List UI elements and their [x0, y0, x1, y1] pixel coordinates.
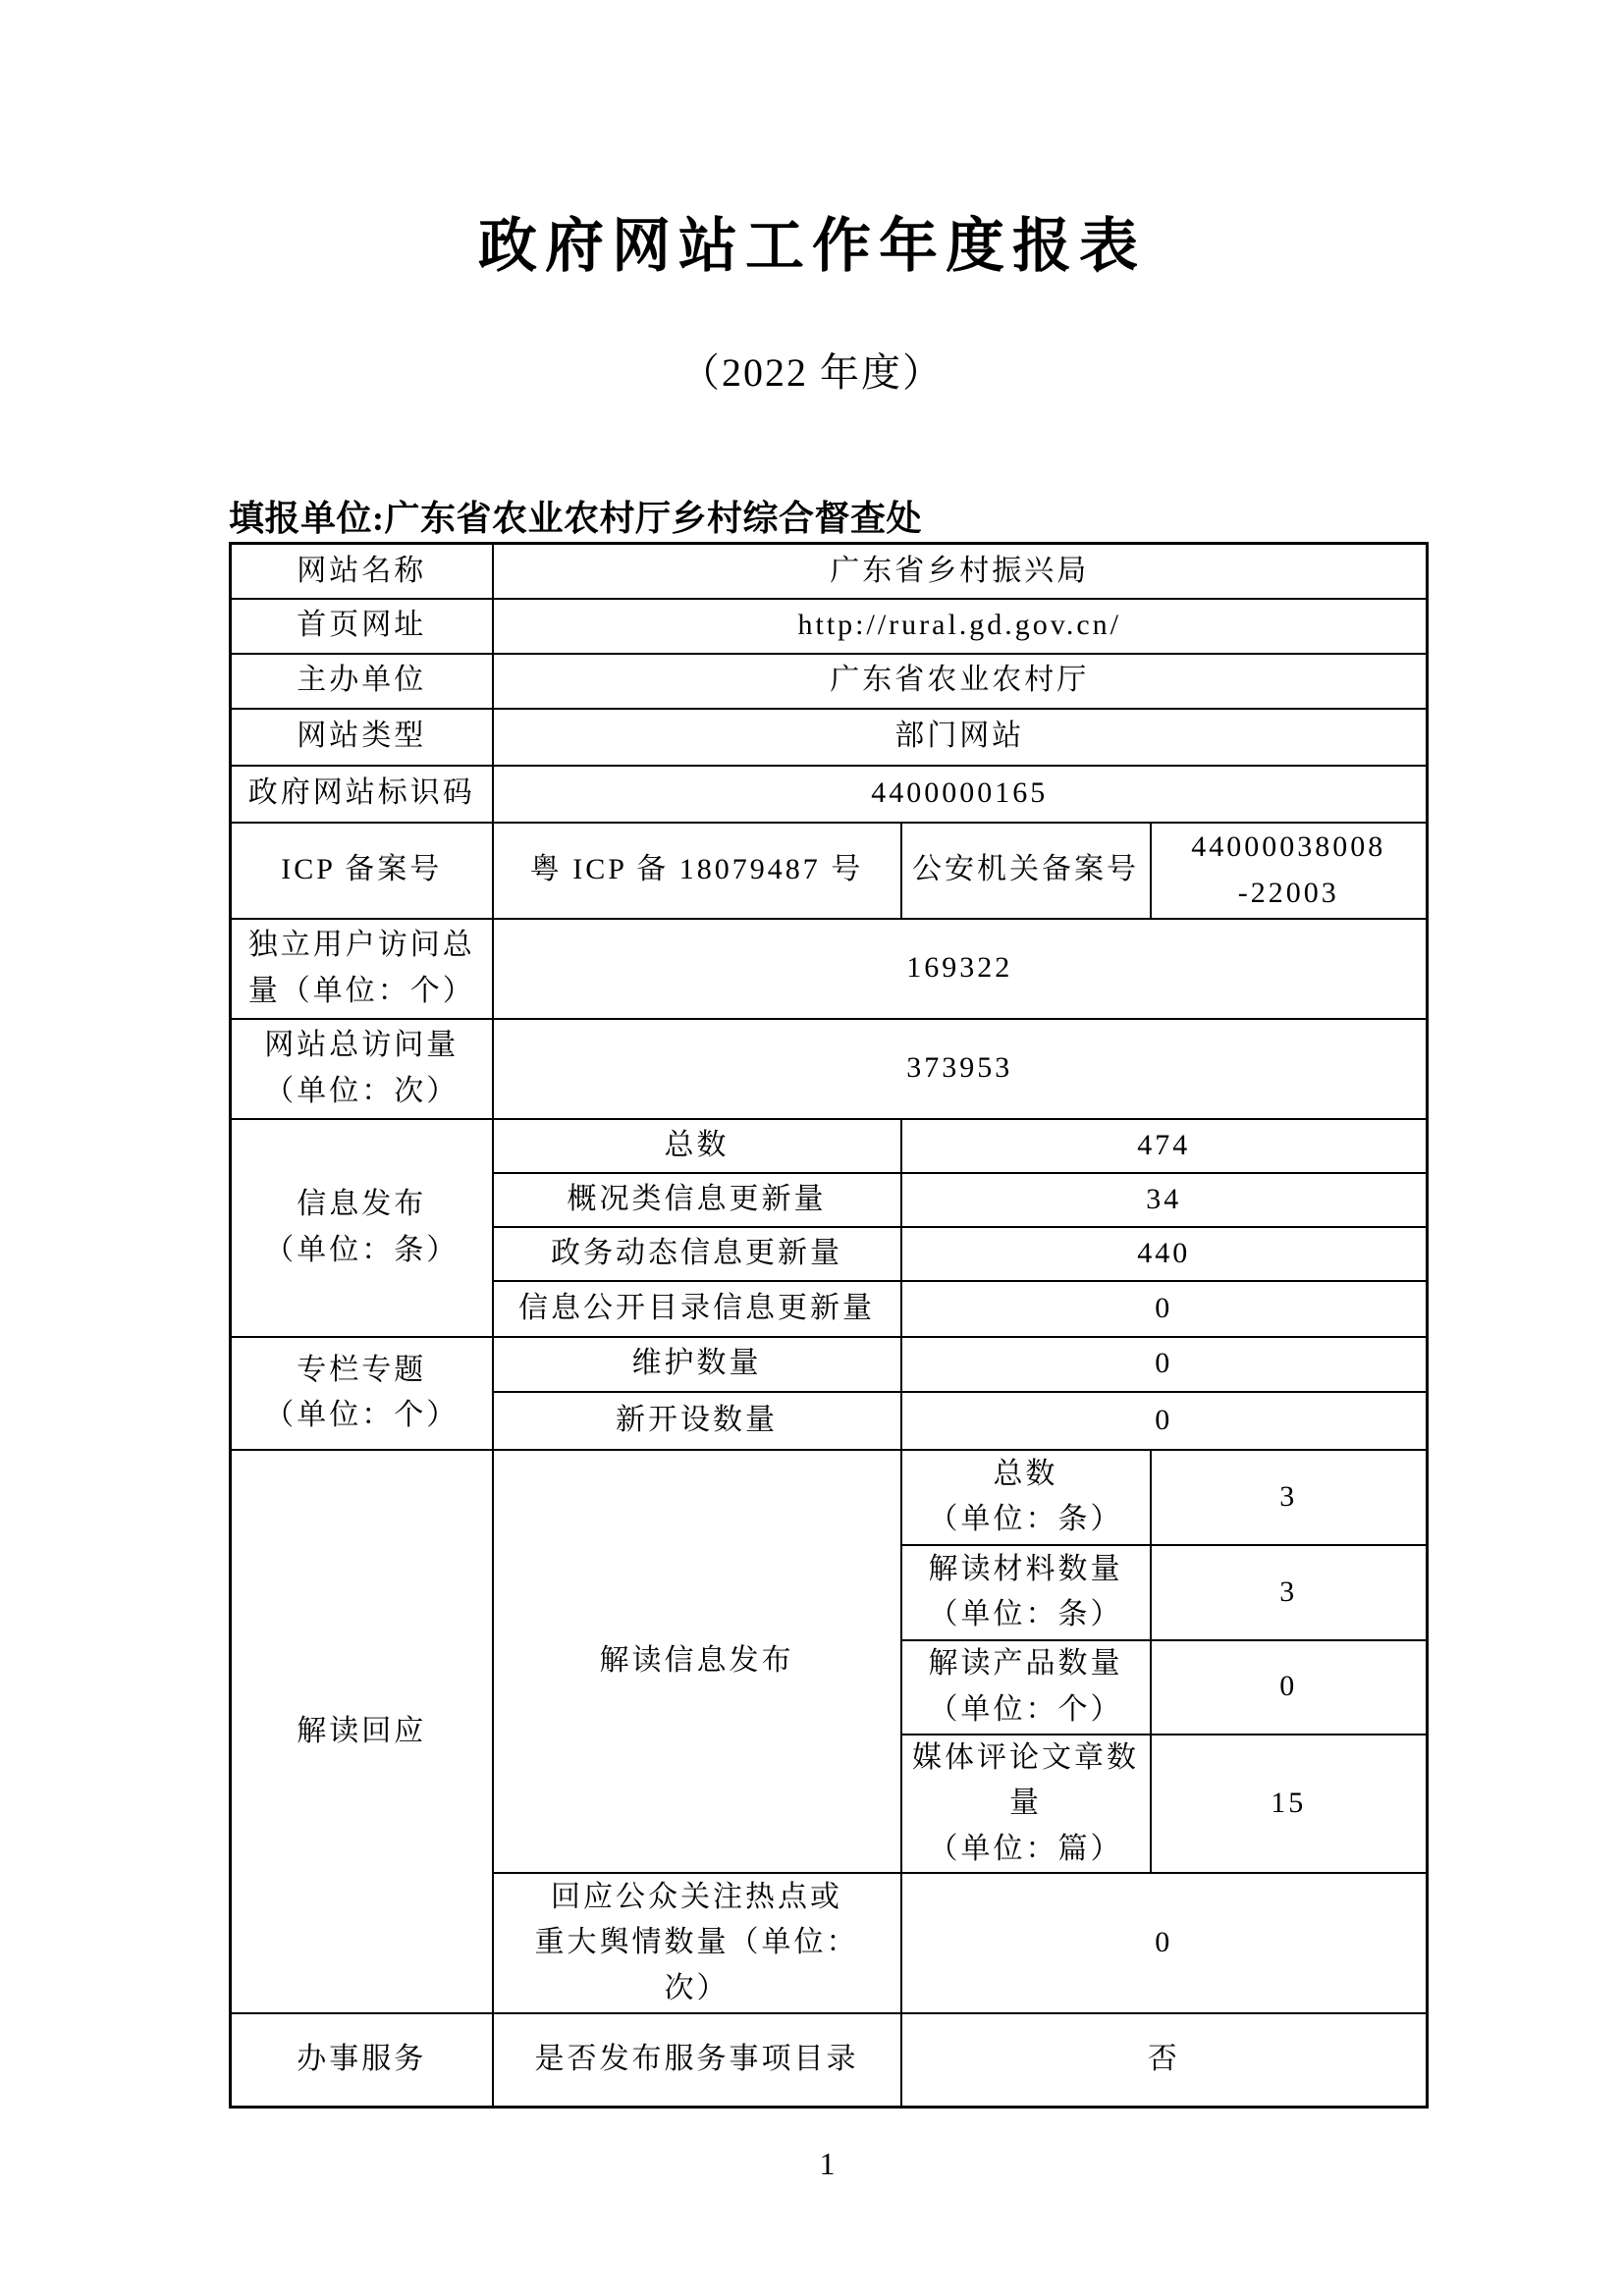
topics-new-label-cell: 新开设数量 [493, 1392, 901, 1450]
service-directory-value-cell: 否 [901, 2013, 1428, 2107]
icp-value-cell: 粤 ICP 备 18079487 号 [493, 823, 901, 919]
special-topics-section-cell [231, 1337, 493, 1450]
response-hotspot-label-line2: 重大舆情数量（单位： [534, 1926, 859, 1959]
organizer-label-cell: 主办单位 [231, 654, 493, 709]
topics-maintained-label-cell: 维护数量 [493, 1337, 901, 1392]
table-row [231, 919, 1428, 1019]
info-directory-value-cell: 0 [901, 1281, 1428, 1337]
reporting-unit-value: 广东省农业农村厅乡村综合督查处 [384, 499, 923, 538]
unique-visitors-label-line2: 量（单位：个） [247, 974, 475, 1007]
service-section-cell: 办事服务 [231, 2013, 493, 2107]
site-id-label-cell: 政府网站标识码 [231, 766, 493, 823]
info-dynamic-value-cell: 440 [901, 1227, 1428, 1281]
interp-product-value-cell: 0 [1151, 1640, 1428, 1735]
topics-maintained-value-cell: 0 [901, 1337, 1428, 1392]
interpretation-section-cell: 解读回应 [231, 1450, 493, 2014]
special-topics-section-line1: 专栏专题 [297, 1353, 427, 1386]
table-row [231, 1337, 1428, 1392]
police-record-label-cell: 公安机关备案号 [901, 823, 1151, 919]
interpretation-publish-cell: 解读信息发布 [493, 1450, 901, 1874]
info-directory-label-cell: 信息公开目录信息更新量 [493, 1281, 901, 1337]
response-hotspot-value-cell: 0 [901, 1873, 1428, 2013]
page-number: 1 [819, 2146, 836, 2181]
info-dynamic-label-cell: 政务动态信息更新量 [493, 1227, 901, 1281]
reporting-unit-line [229, 491, 922, 541]
table-row [231, 1119, 1428, 1173]
interp-material-label-line2: （单位：条） [928, 1598, 1123, 1630]
site-id-value-cell: 4400000165 [493, 766, 1428, 823]
site-type-value-cell: 部门网站 [493, 709, 1428, 766]
unique-visitors-value-cell: 169322 [493, 919, 1428, 1019]
table-row [231, 2013, 1428, 2107]
table-row [231, 709, 1428, 766]
homepage-url-value-cell: http://rural.gd.gov.cn/ [493, 599, 1428, 654]
table-row [231, 599, 1428, 654]
info-publish-section-cell [231, 1119, 493, 1337]
interp-media-label-cell [901, 1735, 1151, 1874]
interp-material-value-cell: 3 [1151, 1545, 1428, 1640]
interp-media-label-line2: （单位：篇） [928, 1832, 1123, 1865]
topics-new-value-cell: 0 [901, 1392, 1428, 1450]
table-row [231, 1450, 1428, 1545]
info-overview-value-cell: 34 [901, 1173, 1428, 1227]
total-visits-label-cell [231, 1019, 493, 1119]
interp-product-label-cell [901, 1640, 1151, 1735]
police-record-value-cell [1151, 823, 1428, 919]
icp-label-cell: ICP 备案号 [231, 823, 493, 919]
interp-material-label-line1: 解读材料数量 [928, 1552, 1123, 1585]
table-row [231, 1019, 1428, 1119]
interp-product-label-line2: （单位：个） [928, 1692, 1123, 1726]
special-topics-section-line2: （单位：个） [264, 1399, 460, 1431]
annual-report-table [229, 542, 1429, 2109]
table-row [231, 766, 1428, 823]
table-row [231, 654, 1428, 709]
info-total-label-cell: 总数 [493, 1119, 901, 1173]
interp-product-label-line1: 解读产品数量 [928, 1647, 1123, 1680]
site-type-label-cell: 网站类型 [231, 709, 493, 766]
table-row [231, 544, 1428, 599]
total-visits-label-line1: 网站总访问量 [264, 1029, 460, 1061]
organizer-value-cell: 广东省农业农村厅 [493, 654, 1428, 709]
site-name-label-cell: 网站名称 [231, 544, 493, 599]
police-record-value-line2: -22003 [1237, 876, 1339, 909]
info-publish-section-line1: 信息发布 [297, 1188, 427, 1220]
police-record-value-line1: 44000038008 [1191, 830, 1386, 863]
interp-media-value-cell: 15 [1151, 1735, 1428, 1874]
service-directory-label-cell: 是否发布服务事项目录 [493, 2013, 901, 2107]
table-row [231, 823, 1428, 919]
total-visits-value-cell: 373953 [493, 1019, 1428, 1119]
document-subtitle: （2022 年度） [680, 350, 944, 395]
response-hotspot-label-line3: 次） [664, 1971, 730, 2004]
info-total-value-cell: 474 [901, 1119, 1428, 1173]
info-overview-label-cell: 概况类信息更新量 [493, 1173, 901, 1227]
interp-media-label-line1: 媒体评论文章数量 [912, 1740, 1139, 1819]
unique-visitors-label-line1: 独立用户访问总 [247, 929, 475, 961]
interp-material-label-cell [901, 1545, 1151, 1640]
interp-total-label-line2: （单位：条） [928, 1503, 1123, 1535]
site-name-value-cell: 广东省乡村振兴局 [493, 544, 1428, 599]
interp-total-label-line1: 总数 [993, 1457, 1058, 1490]
unique-visitors-label-cell [231, 919, 493, 1019]
interp-total-value-cell: 3 [1151, 1450, 1428, 1545]
reporting-unit-label: 填报单位: [229, 499, 385, 538]
interp-total-label-cell [901, 1450, 1151, 1545]
info-publish-section-line2: （单位：条） [264, 1233, 460, 1266]
response-hotspot-label-line1: 回应公众关注热点或 [551, 1880, 842, 1913]
response-hotspot-label-cell [493, 1873, 901, 2013]
homepage-url-label-cell: 首页网址 [231, 599, 493, 654]
total-visits-label-line2: （单位：次） [264, 1074, 460, 1107]
document-title: 政府网站工作年度报表 [478, 213, 1146, 279]
